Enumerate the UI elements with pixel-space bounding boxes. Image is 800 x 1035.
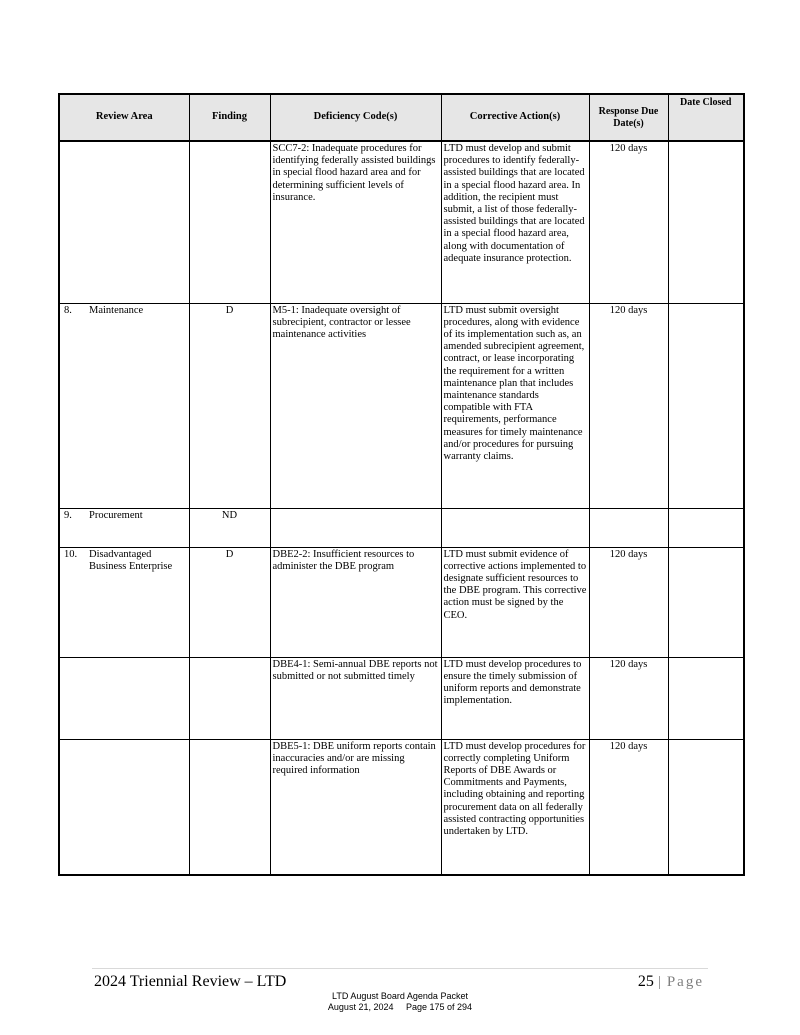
response-due-cell xyxy=(589,508,668,547)
deficiency-code-cell: SCC7-2: Inadequate procedures for identifying federally assisted buildings in special flood hazard area and for determining sufficient levels of insurance. xyxy=(270,141,441,303)
review-area-cell xyxy=(59,303,189,508)
response-due-cell: 120 days xyxy=(589,547,668,657)
date-closed-cell xyxy=(668,547,744,657)
deficiency-code-cell xyxy=(270,508,441,547)
finding-cell: ND xyxy=(189,508,270,547)
response-due-cell: 120 days xyxy=(589,739,668,875)
header-response-due-dates: Response Due Date(s) xyxy=(589,94,668,141)
deficiency-code-cell: DBE4-1: Semi-annual DBE reports not submitted or not submitted timely xyxy=(270,657,441,739)
header-deficiency-codes: Deficiency Code(s) xyxy=(270,94,441,141)
review-area-name: Disadvantaged Business Enterprise xyxy=(89,548,173,572)
review-area-cell xyxy=(59,547,189,657)
corrective-action-cell: LTD must develop procedures to ensure the timely submission of uniform reports and demonstrate implementation. xyxy=(441,657,589,739)
header-finding: Finding xyxy=(189,94,270,141)
corrective-action-cell: LTD must submit oversight procedures, along with evidence of its implementation such as, an amended subrecipient agreement, contract, or lease incorporating the requirement for a written maintenance plan that includes maintenance standards compatible with FTA requirements, performance measures for timely maintenance and/or procedures for pursuing warranty claims. xyxy=(441,303,589,508)
date-closed-cell xyxy=(668,508,744,547)
review-area-cell xyxy=(59,657,189,739)
review-area-name: Procurement xyxy=(89,509,143,521)
deficiency-code-cell: DBE5-1: DBE uniform reports contain inaccuracies and/or are missing required information xyxy=(270,739,441,875)
corrective-action-cell: LTD must submit evidence of corrective actions implemented to designate sufficient resources to the DBE program. This corrective action must be signed by the CEO. xyxy=(441,547,589,657)
table-row xyxy=(59,508,744,547)
table-row xyxy=(59,657,744,739)
footer-page-separator: | xyxy=(657,974,663,990)
footer-document-title: 2024 Triennial Review – LTD xyxy=(94,973,287,990)
footer-page-number: 25 xyxy=(637,973,654,990)
packet-date: August 21, 2024 xyxy=(327,1002,394,1012)
response-due-cell: 120 days xyxy=(589,657,668,739)
packet-title: LTD August Board Agenda Packet xyxy=(332,991,468,1001)
review-area-cell xyxy=(59,508,189,547)
table-row xyxy=(59,547,744,657)
finding-cell: D xyxy=(189,547,270,657)
finding-cell xyxy=(189,739,270,875)
corrective-action-cell: LTD must develop and submit procedures to identify federally-assisted buildings that are located in a special flood hazard area. In addition, the recipient must submit, a list of those federally-assisted buildings that are located in a special flood hazard area, along with documentation of adequate insurance protection. xyxy=(441,141,589,303)
table-row xyxy=(59,141,744,303)
finding-cell xyxy=(189,141,270,303)
finding-cell: D xyxy=(189,303,270,508)
table-header-row xyxy=(59,94,744,141)
deficiency-code-cell: DBE2-2: Insufficient resources to administer the DBE program xyxy=(270,547,441,657)
date-closed-cell xyxy=(668,303,744,508)
date-closed-cell xyxy=(668,657,744,739)
footer-divider xyxy=(92,968,708,969)
row-number: 10. xyxy=(64,548,78,560)
date-closed-cell xyxy=(668,739,744,875)
packet-page: Page 175 of 294 xyxy=(406,1002,473,1012)
date-closed-cell xyxy=(668,141,744,303)
packet-date-page xyxy=(0,1002,800,1013)
packet-stamp xyxy=(0,991,800,1013)
review-area-name: Maintenance xyxy=(89,304,144,316)
finding-cell xyxy=(189,657,270,739)
corrective-action-cell xyxy=(441,508,589,547)
header-review-area: Review Area xyxy=(59,94,189,141)
review-findings-table xyxy=(58,93,745,876)
table-row xyxy=(59,739,744,875)
footer-page-label: Page xyxy=(666,974,704,990)
corrective-action-cell: LTD must develop procedures for correctly completing Uniform Reports of DBE Awards or Commitments and Payments, including obtaining and reporting procurement data on all federally assisted contracting opportunities undertaken by LTD. xyxy=(441,739,589,875)
footer-page-indicator xyxy=(638,973,704,991)
header-date-closed: Date Closed xyxy=(668,94,744,141)
row-number: 9. xyxy=(64,509,72,521)
review-area-cell xyxy=(59,141,189,303)
header-corrective-actions: Corrective Action(s) xyxy=(441,94,589,141)
response-due-cell: 120 days xyxy=(589,303,668,508)
deficiency-code-cell: M5-1: Inadequate oversight of subrecipient, contractor or lessee maintenance activities xyxy=(270,303,441,508)
row-number: 8. xyxy=(64,304,72,316)
review-area-cell xyxy=(59,739,189,875)
response-due-cell: 120 days xyxy=(589,141,668,303)
table-row xyxy=(59,303,744,508)
